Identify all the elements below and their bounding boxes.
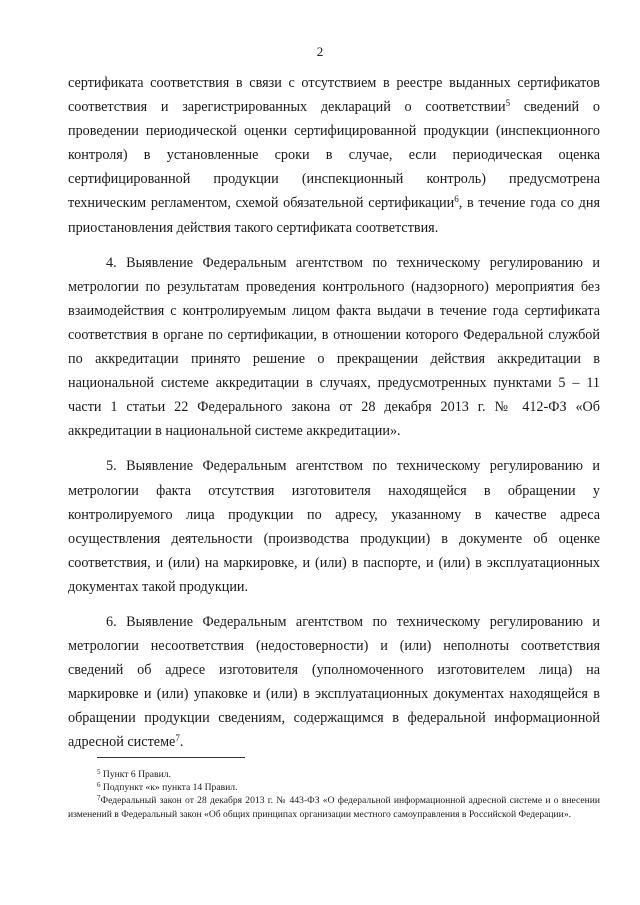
footnote-ref[interactable]: 7 — [175, 733, 180, 744]
footnote-7 — [68, 794, 600, 820]
footnote-mark: 5 — [97, 768, 101, 776]
footnote-mark: 6 — [97, 781, 101, 790]
paragraph-text: 4. Выявление Федеральным агентством по техническому регулированию и метрологии по результатам проведения контрольного (надзорного) мероприятия без взаимодействия с контролируемым лицом факта выдачи в течение года сертификата соответствия в органе по сертификации, в отношении которого Федеральной службой по аккредитации принято решение о прекращении действия аккредитации в национальной системе аккредитации в случаях, предусмотренных пунктами 5 – 11 части 1 статьи 22 Федерального закона от 28 декабря 2013 г. № 412-ФЗ «Об аккредитации в национальной системе аккредитации». — [68, 254, 600, 440]
footnotes — [68, 768, 600, 821]
paragraph-text: , в течение года со дня приостановления действия такого сертификата соответствия. — [68, 195, 601, 236]
footnote-6 — [68, 781, 600, 794]
paragraph-text: 5. Выявление Федеральным агентством по техническому регулированию и метрологии факта отсутствия изготовителя находящейся в обращении у контролируемого лица продукции по адресу, указанному в качестве адреса осуществления деятельности (производства продукции) в документе об оценке соответствия, и (или) на маркировке, и (или) в паспорте, и (или) в эксплуатационных документах такой продукции. — [68, 458, 600, 595]
paragraph-text: . — [179, 734, 184, 751]
footnote-text: Подпункт «к» пункта 14 Правил. — [100, 782, 238, 794]
footnote-mark: 7 — [97, 794, 101, 803]
paragraph-text: сертификата соответствия в связи с отсутствием в реестре выданных сертификатов соответствия и зарегистрированных деклараций о соответствии — [68, 75, 600, 116]
body-text — [68, 71, 600, 755]
footnote-5 — [68, 768, 600, 781]
paragraph-item-6 — [68, 610, 600, 755]
paragraph-text: 6. Выявление Федеральным агентством по техническому регулированию и метрологии несоответствия (недостоверности) и (или) неполноты соответствия сведений об адресе изготовителя (уполномоченного изготовителем лица) на маркировке и (или) упаковке и (или) в эксплуатационных документах находящейся в обращении продукции сведениям, содержащимся в федеральной информационной адресной системе — [68, 613, 600, 751]
paragraph-item-5 — [68, 454, 600, 599]
page-number: 2 — [316, 44, 324, 59]
footnote-ref[interactable]: 6 — [454, 194, 459, 205]
footnote-text: Федеральный закон от 28 декабря 2013 г. № 443-ФЗ «О федеральной информационной адресной системе и о внесении изменений в Федеральный закон «Об общих принципах организации местного самоуправления в Российской Федерации». — [68, 795, 600, 820]
footnote-separator — [97, 757, 245, 758]
paragraph-item-4 — [68, 251, 600, 444]
footnote-text: Пункт 6 Правил. — [100, 769, 171, 780]
paragraph-text: сведений о проведении периодической оценки сертифицированной продукции (инспекционного контроля) в установленные сроки в случае, если периодическая оценка сертифицированной продукции (инспекционный контроль) предусмотрена техническим регламентом, схемой обязательной сертификации — [68, 99, 600, 212]
footnote-ref[interactable]: 5 — [505, 98, 511, 109]
paragraph-continuation — [68, 71, 600, 240]
